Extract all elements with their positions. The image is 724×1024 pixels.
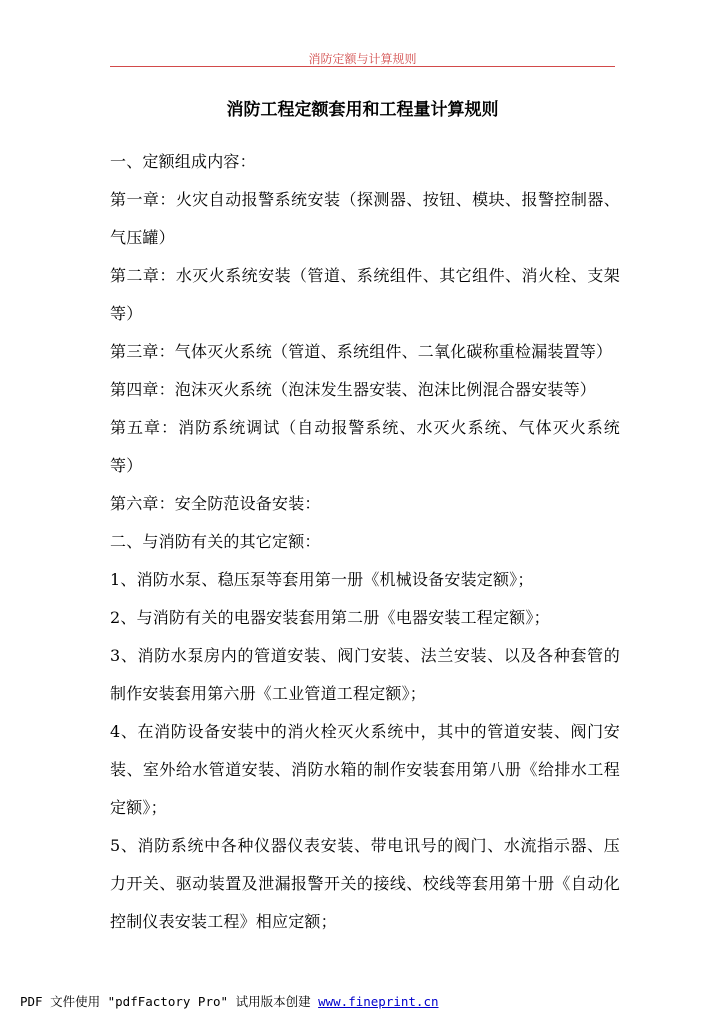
chapter-6-item: 第六章：安全防范设备安装： [110,494,321,513]
footer-link[interactable]: www.fineprint.cn [318,994,439,1009]
chapter-2-item: 第二章：水灭火系统安装（管道、系统组件、其它组件、消火栓、支架等） [110,266,620,323]
list-item-4: 4、在消防设备安装中的消火栓灭火系统中，其中的管道安装、阀门安装、室外给水管道安装、消防水箱的制作安装套用第八册《给排水工程定额》； [110,722,620,817]
list-item-2: 2、与消防有关的电器安装套用第二册《电器安装工程定额》； [110,608,550,627]
pdf-footer [20,992,439,1010]
list-item-3: 3、消防水泵房内的管道安装、阀门安装、法兰安装、以及各种套管的制作安装套用第六册《工业管道工程定额》； [110,646,620,703]
list-item-1: 1、消防水泵、稳压泵等套用第一册《机械设备安装定额》； [110,570,534,589]
section-heading-quota-composition: 一、定额组成内容： [110,152,256,171]
chapter-5-item: 第五章：消防系统调试（自动报警系统、水灭火系统、气体灭火系统等） [110,418,620,475]
section-heading-other-quotas: 二、与消防有关的其它定额： [110,532,321,551]
document-title: 消防工程定额套用和工程量计算规则 [226,100,499,120]
running-header: 消防定额与计算规则 [308,52,417,66]
chapter-4-item: 第四章：泡沫灭火系统（泡沫发生器安装、泡沫比例混合器安装等） [110,380,597,399]
footer-text: PDF 文件使用 "pdfFactory Pro" 试用版本创建 [20,994,319,1009]
list-item-5: 5、消防系统中各种仪器仪表安装、带电讯号的阀门、水流指示器、压力开关、驱动装置及泄漏报警开关的接线、校线等套用第十册《自动化控制仪表安装工程》相应定额； [110,836,620,931]
header-rule [110,66,615,67]
document-body [110,143,620,941]
chapter-1-item: 第一章：火灾自动报警系统安装（探测器、按钮、模块、报警控制器、气压罐） [110,190,620,247]
chapter-3-item: 第三章：气体灭火系统（管道、系统组件、二氧化碳称重检漏装置等） [110,342,613,361]
